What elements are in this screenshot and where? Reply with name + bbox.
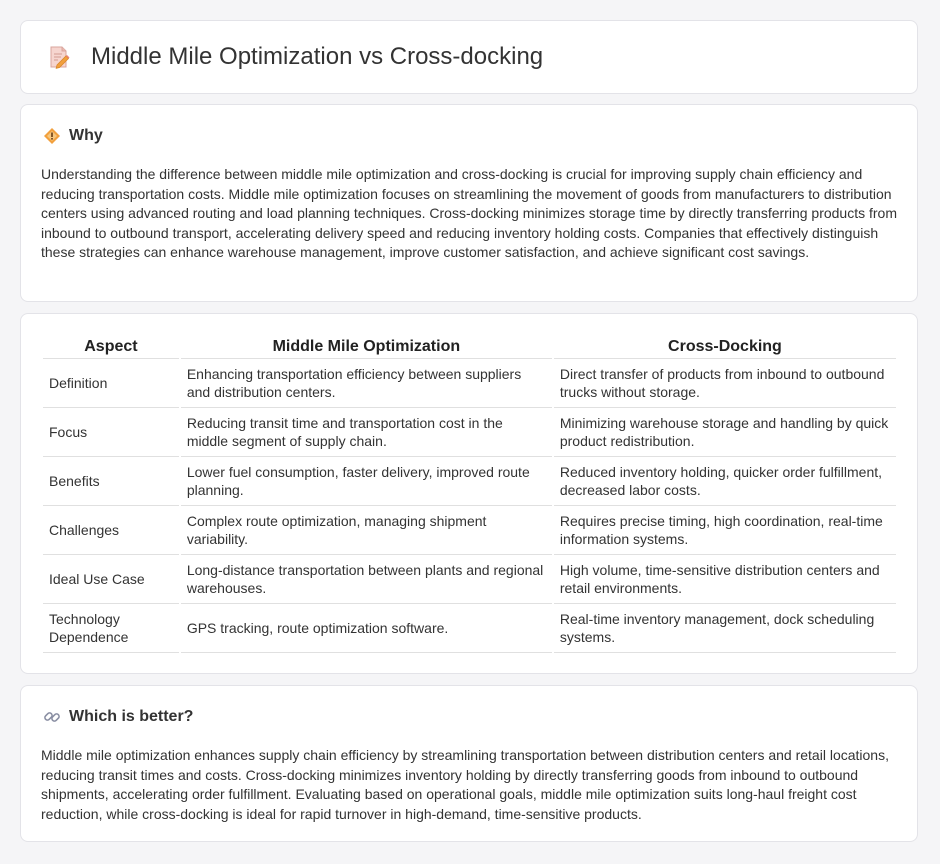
table-row (43, 604, 896, 653)
better-heading-label: Which is better? (69, 708, 194, 725)
row-cross-docking: Minimizing warehouse storage and handling by quick product redistribution. (554, 408, 896, 457)
table-row (43, 555, 896, 604)
row-middle-mile: Complex route optimization, managing shipment variability. (181, 506, 552, 555)
row-aspect: Technology Dependence (43, 604, 179, 653)
table-row (43, 506, 896, 555)
row-cross-docking: Direct transfer of products from inbound to outbound trucks without storage. (554, 359, 896, 408)
row-cross-docking: Real-time inventory management, dock scheduling systems. (554, 604, 896, 653)
comparison-section (20, 313, 918, 674)
row-aspect: Challenges (43, 506, 179, 555)
warning-diamond-icon (43, 127, 61, 145)
row-middle-mile: Long-distance transportation between plants and regional warehouses. (181, 555, 552, 604)
why-heading-label: Why (69, 127, 103, 144)
row-cross-docking: Requires precise timing, high coordination, real-time information systems. (554, 506, 896, 555)
why-heading (43, 127, 103, 145)
why-text: Understanding the difference between middle mile optimization and cross-docking is crucial for improving supply chain efficiency and reducing transportation costs. Middle mile optimization focuses on streamlining the movement of goods from manufacturers to distribution centers using advanced routing and load planning techniques. Cross-docking minimizes storage time by directly transferring products from inbound to outbound transport, accelerating delivery speed and reducing inventory holding costs. Companies that effectively distinguish these strategies can enhance warehouse management, improve customer satisfaction, and achieve significant cost savings. (41, 166, 897, 260)
header-middle-mile: Middle Mile Optimization (181, 334, 552, 359)
row-aspect: Ideal Use Case (43, 555, 179, 604)
title-card (20, 20, 918, 94)
row-cross-docking: High volume, time-sensitive distribution centers and retail environments. (554, 555, 896, 604)
header-aspect: Aspect (43, 334, 179, 359)
row-cross-docking: Reduced inventory holding, quicker order fulfillment, decreased labor costs. (554, 457, 896, 506)
comparison-table (41, 334, 898, 653)
page-title: Middle Mile Optimization vs Cross-docking (91, 43, 544, 70)
row-middle-mile: GPS tracking, route optimization software. (181, 604, 552, 653)
why-section (20, 104, 918, 302)
which-is-better-section (20, 685, 918, 842)
row-aspect: Definition (43, 359, 179, 408)
row-aspect: Focus (43, 408, 179, 457)
row-middle-mile: Lower fuel consumption, faster delivery, improved route planning. (181, 457, 552, 506)
header-cross-docking: Cross-Docking (554, 334, 896, 359)
table-row (43, 457, 896, 506)
row-aspect: Benefits (43, 457, 179, 506)
row-middle-mile: Reducing transit time and transportation cost in the middle segment of supply chain. (181, 408, 552, 457)
row-middle-mile: Enhancing transportation efficiency between suppliers and distribution centers. (181, 359, 552, 408)
table-header-row (43, 334, 896, 359)
document-pencil-icon (47, 45, 71, 69)
better-text: Middle mile optimization enhances supply chain efficiency by streamlining transportation between distribution centers and retail locations, reducing transit times and costs. Cross-docking minimizes inventory holding by directly transferring goods from inbound to outbound shipments, accelerating order fulfillment. Evaluating based on operational goals, middle mile optimization suits long-haul freight cost reduction, while cross-docking is ideal for rapid turnover in high-demand, time-sensitive products. (41, 747, 889, 822)
link-icon (43, 708, 61, 726)
table-row (43, 359, 896, 408)
better-heading (43, 708, 193, 726)
table-row (43, 408, 896, 457)
